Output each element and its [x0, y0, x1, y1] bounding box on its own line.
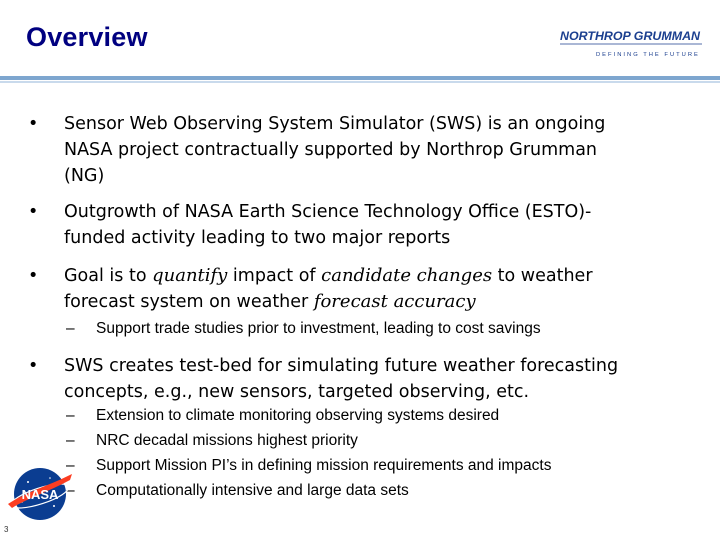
sub-bullet-marker: – [66, 320, 75, 337]
sub-bullet-text: NRC decadal missions highest priority [96, 432, 358, 449]
bullet-line: NASA project contractually supported by Northrop Grumman [64, 140, 598, 160]
sub-bullet-marker: – [66, 407, 75, 424]
bullet-marker: • [28, 356, 39, 376]
sub-bullet-marker: – [66, 432, 75, 449]
emphasis-text: candidate changes [321, 265, 493, 286]
slide-title: Overview [26, 22, 148, 52]
bullet-line: SWS creates test-bed for simulating future weather forecasting [64, 356, 619, 376]
sub-bullet-marker: – [66, 482, 75, 499]
bullet-line: funded activity leading to two major reports [64, 228, 451, 248]
emphasis-text: forecast accuracy [313, 291, 476, 312]
nasa-logo [6, 466, 74, 522]
sub-bullet-text: Computationally intensive and large data sets [96, 482, 409, 499]
page-number: 3 [4, 525, 9, 534]
bullet-line: concepts, e.g., new sensors, targeted observing, etc. [64, 382, 530, 402]
bullet-line: Outgrowth of NASA Earth Science Technology Office (ESTO)- [64, 202, 592, 222]
sub-bullet-marker: – [66, 457, 75, 474]
bullet-line: forecast system on weather forecast accuracy [64, 291, 476, 312]
logo-tagline: DEFINING THE FUTURE [596, 52, 700, 58]
sub-bullet-text: Extension to climate monitoring observing systems desired [96, 407, 500, 424]
bullet-line: Sensor Web Observing System Simulator (SWS) is an ongoing [64, 114, 606, 134]
bullet-marker: • [28, 114, 39, 134]
emphasis-text: quantify [152, 265, 228, 286]
header-rule [0, 76, 720, 85]
bullet-line: Goal is to quantify impact of candidate changes to weather [64, 265, 593, 286]
logo-name: NORTHROP GRUMMAN [560, 29, 701, 43]
nasa-logo-text: NASA [21, 487, 59, 502]
bullet-line: (NG) [64, 166, 105, 186]
sub-bullet-text: Support trade studies prior to investment, leading to cost savings [96, 320, 541, 337]
bullet-marker: • [28, 266, 39, 286]
sub-bullet-text: Support Mission PI’s in defining mission requirements and impacts [96, 457, 552, 474]
northrop-grumman-logo [556, 26, 706, 66]
bullet-marker: • [28, 202, 39, 222]
